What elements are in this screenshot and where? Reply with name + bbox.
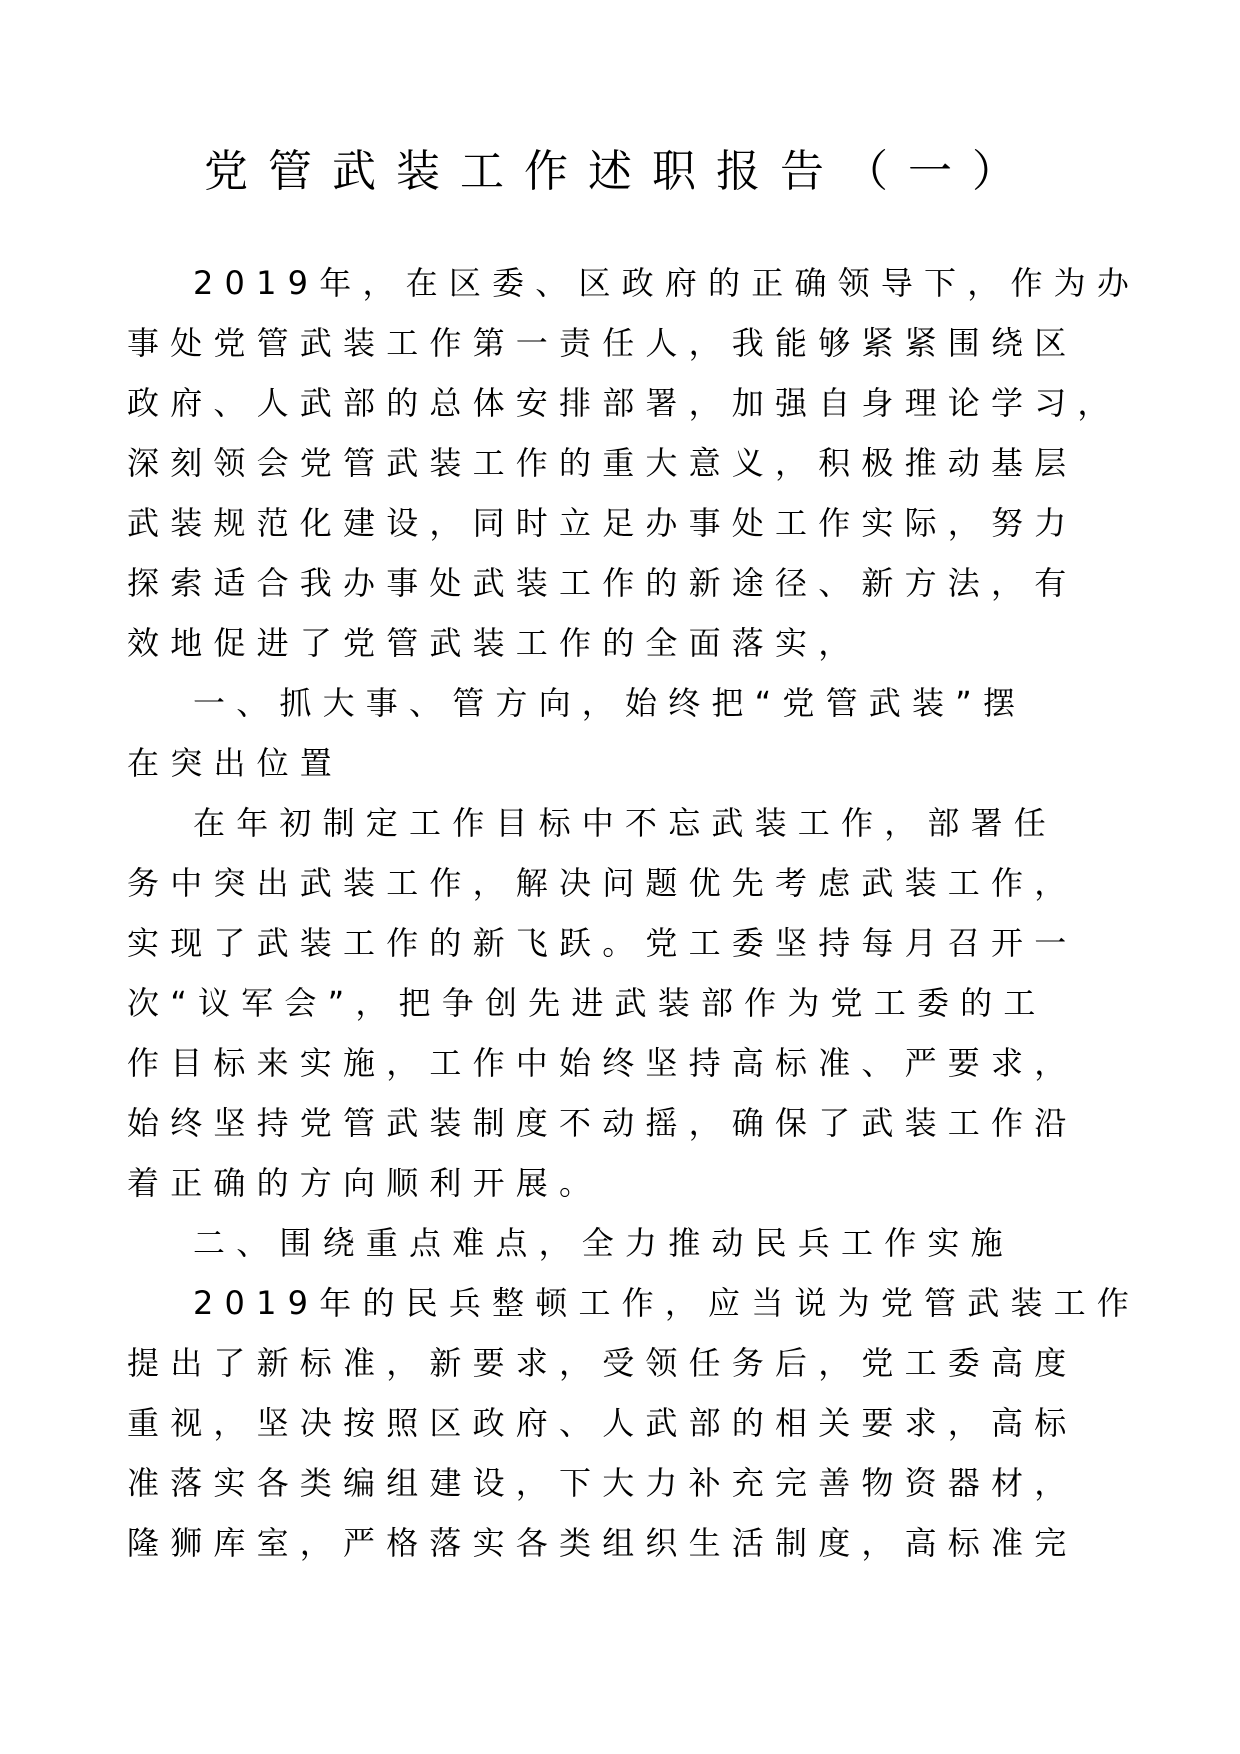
section-heading-line: 二、围绕重点难点，全力推动民兵工作实施 [193,1224,1014,1262]
paragraph-line: 务中突出武装工作，解决问题优先考虑武装工作， [127,864,1078,902]
paragraph-line: 2019年的民兵整顿工作，应当说为党管武装工作 [193,1284,1141,1322]
document-title: 党管武装工作述职报告（一） [204,146,1036,197]
paragraph-line: 探索适合我办事处武装工作的新途径、新方法，有 [127,564,1078,602]
paragraph-line: 隆狮库室，严格落实各类组织生活制度，高标准完 [127,1524,1078,1562]
paragraph-line: 2019年，在区委、区政府的正确领导下，作为办 [193,264,1141,302]
paragraph-line: 深刻领会党管武装工作的重大意义，积极推动基层 [127,444,1078,482]
paragraph-line: 次“议军会”，把争创先进武装部作为党工委的工 [127,984,1047,1022]
paragraph-line: 武装规范化建设，同时立足办事处工作实际，努力 [127,504,1078,542]
section-heading-line: 一、抓大事、管方向，始终把“党管武装”摆 [193,684,1027,722]
paragraph-line: 提出了新标准，新要求，受领任务后，党工委高度 [127,1344,1078,1382]
paragraph-line: 在年初制定工作目标中不忘武装工作，部署任 [193,804,1058,842]
paragraph-line: 效地促进了党管武装工作的全面落实， [127,624,862,662]
paragraph-line: 作目标来实施，工作中始终坚持高标准、严要求， [127,1044,1078,1082]
paragraph-line: 着正确的方向顺利开展。 [127,1164,603,1202]
paragraph-line: 实现了武装工作的新飞跃。党工委坚持每月召开一 [127,924,1078,962]
paragraph-line: 重视，坚决按照区政府、人武部的相关要求，高标 [127,1404,1078,1442]
section-heading-line: 在突出位置 [127,744,344,782]
paragraph-line: 准落实各类编组建设，下大力补充完善物资器材， [127,1464,1078,1502]
paragraph-line: 政府、人武部的总体安排部署，加强自身理论学习， [127,384,1121,422]
paragraph-line: 始终坚持党管武装制度不动摇，确保了武装工作沿 [127,1104,1078,1142]
paragraph-line: 事处党管武装工作第一责任人，我能够紧紧围绕区 [127,324,1078,362]
